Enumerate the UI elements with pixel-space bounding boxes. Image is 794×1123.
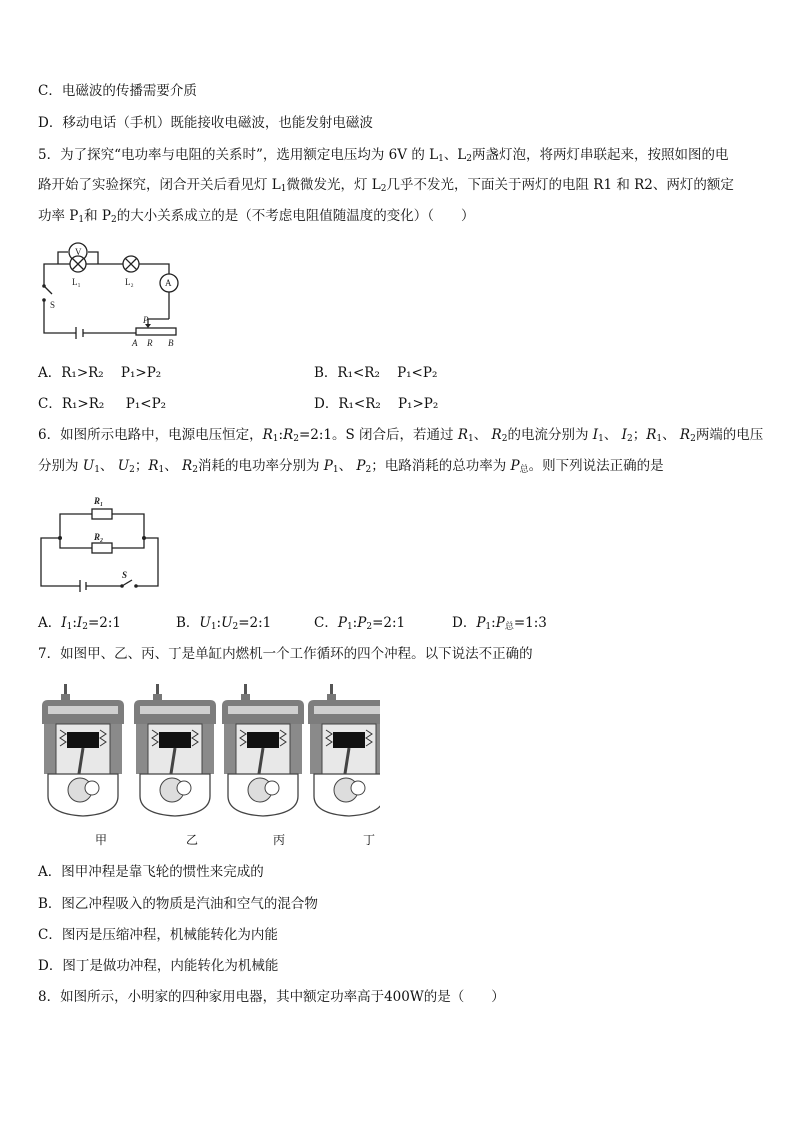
engine-caption-ding: 丁 [363, 833, 376, 847]
lamp-l2-label: L₂ [125, 277, 134, 287]
q5-option-c: C．R₁>R₂ P₁<P₂ [38, 396, 167, 412]
q6-option-d: D．$P_1:P_总=1:3$ [452, 615, 547, 632]
q7-option-d: D．图丁是做功冲程，内能转化为机械能 [38, 958, 279, 974]
switch-label: S [50, 300, 56, 310]
q6-stem-line1: 6．如图所示电路中，电源电压恒定，$R_1:R_2=2:1$。S 闭合后，若通过 $R_1$、 $R_2$的电流分别为 $I_1$、 $I_2$；$R_1$、 $R_2$两端的电压 [38, 427, 764, 444]
end-a-label: A [132, 338, 138, 348]
q5-option-d: D．R₁<R₂ P₁>P₂ [314, 396, 439, 412]
voltmeter-label: V [75, 247, 82, 257]
engine-caption-jia: 甲 [95, 833, 108, 847]
q6-option-a: A．$I_1:I_2=2:1$ [38, 615, 122, 632]
q6-option-c: C．$P_1:P_2=2:1$ [314, 615, 406, 632]
q6-stem-line2: 分别为 $U_1$、 $U_2$；$R_1$、 $R_2$消耗的电功率分别为 $P_1$、 $P_2$；电路消耗的总功率为 $P_总$。则下列说法正确的是 [38, 458, 664, 475]
q5-stem-line1: 5．为了探究“电功率与电阻的关系时”，选用额定电压均为 6V 的 $L_1$、$L_2$两盏灯泡，将两灯串联起来，按照如图的电 [38, 147, 729, 164]
ammeter-label: A [165, 278, 172, 288]
engine-caption-bing: 丙 [273, 833, 286, 847]
q6-circuit-diagram [36, 490, 166, 594]
q5-option-b: B．R₁<R₂ P₁<P₂ [314, 365, 438, 381]
q7-stem: 7．如图甲、乙、丙、丁是单缸内燃机一个工作循环的四个冲程。以下说法不正确的 [38, 646, 533, 662]
engine-caption-yi: 乙 [186, 833, 199, 847]
q7-option-b: B．图乙冲程吸入的物质是汽油和空气的混合物 [38, 896, 318, 912]
end-b-label: B [168, 338, 174, 348]
switch-label: S [122, 570, 128, 580]
q5-circuit-diagram [36, 236, 196, 356]
lamp-l1-label: L₁ [72, 277, 81, 287]
rheostat-r-label: R [147, 338, 153, 348]
q5-stem-line2: 路开始了实验探究，闭合开关后看见灯 $L_1$微微发光，灯 $L_2$几乎不发光，下面关于两灯的电阻 R1 和 R2、两灯的额定 [38, 177, 734, 194]
q8-stem: 8．如图所示，小明家的四种家用电器，其中额定功率高于400W的是（ ） [38, 989, 505, 1005]
r2-label: R₂ [94, 532, 104, 542]
q7-option-c: C．图丙是压缩冲程，机械能转化为内能 [38, 927, 278, 943]
r1-label: R₁ [94, 496, 104, 506]
q4-option-c: C．电磁波的传播需要介质 [38, 83, 197, 99]
q7-engine-strokes-figure [40, 684, 380, 824]
q4-option-d: D．移动电话（手机）既能接收电磁波，也能发射电磁波 [38, 115, 373, 131]
q7-option-a: A．图甲冲程是靠飞轮的惯性来完成的 [38, 864, 264, 880]
q5-option-a: A．R₁>R₂ P₁>P₂ [38, 365, 162, 381]
q5-stem-line3: 功率 $P_1$和 $P_2$的大小关系成立的是（不考虑电阻值随温度的变化）（ ） [38, 208, 475, 225]
slider-p-label: P [143, 315, 149, 325]
q6-option-b: B．$U_1:U_2=2:1$ [176, 615, 272, 632]
